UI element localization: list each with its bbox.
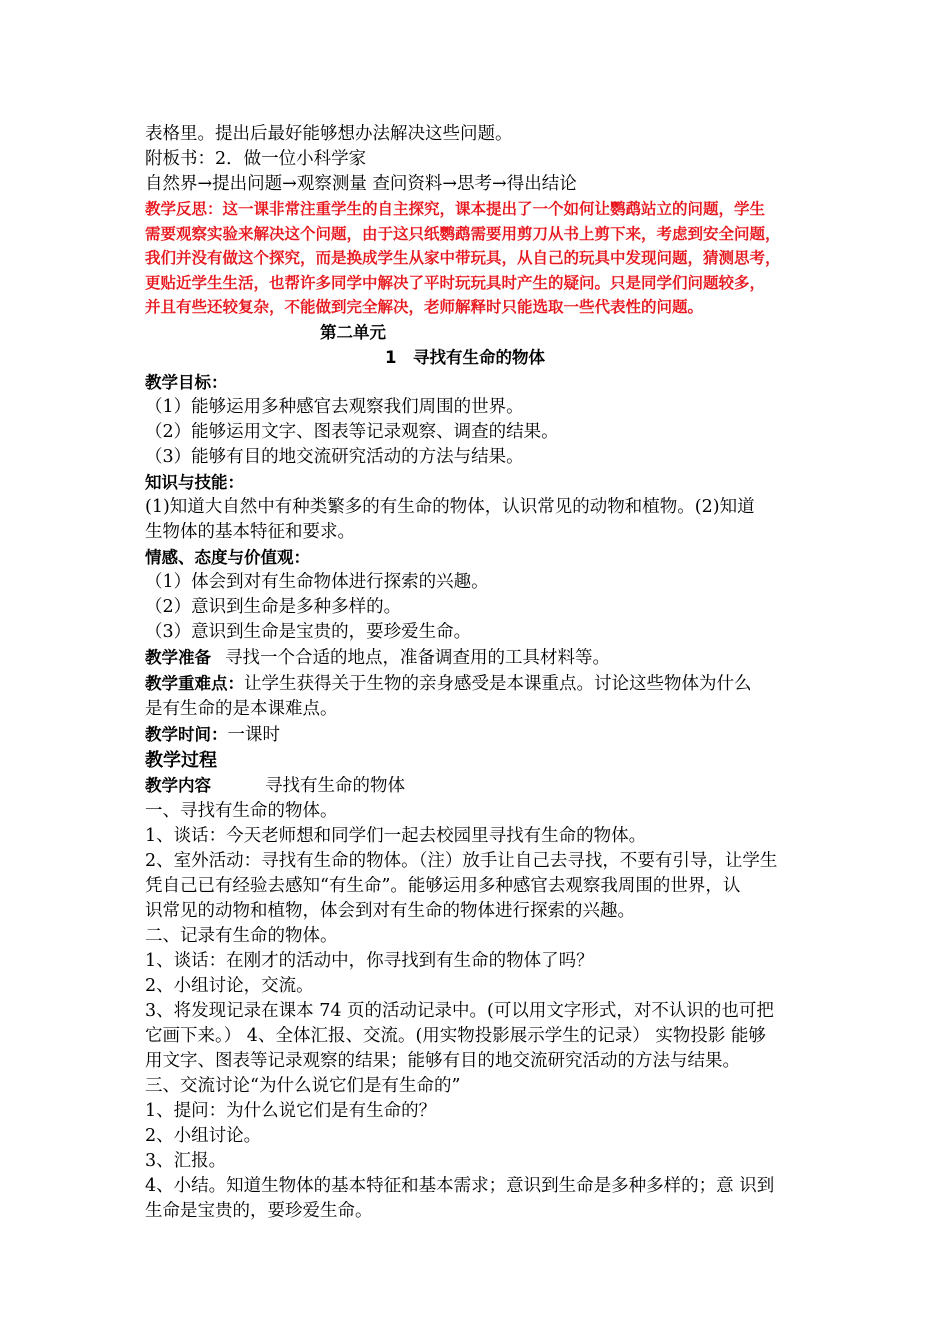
prep-row [145,645,815,671]
reflection-line: 需要观察实验来解决这个问题，由于这只纸鹦鹉需要用剪刀从书上剪下来，考虑到安全问题， [145,223,781,243]
time-text: 一课时 [227,724,280,745]
time-label: 教学时间： [145,724,228,744]
document-body [145,122,815,1224]
unit-title: 第二单元 [320,322,386,342]
prep-text: 寻找一个合适的地点，准备调查用的工具材料等。 [225,647,610,668]
content-label: 教学内容 [145,775,211,795]
goal-item: （1）能够运用多种感官去观察我们周围的世界。 [145,396,524,417]
body-line: 4、小结。知道生物体的基本特征和基本需求；意识到生命是多种多样的；意 识到 [145,1175,775,1196]
body-line: 它画下来。） 4、全体汇报、交流。(用实物投影展示学生的记录） 实物投影 能够 [145,1025,766,1046]
body-line: 二、记录有生命的物体。 [145,925,338,946]
body-line: 生命是宝贵的，要珍爱生命。 [145,1200,373,1221]
goal-item: （2）能够运用文字、图表等记录观察、调查的结果。 [145,421,559,442]
emotion-heading: 情感、态度与价值观： [145,547,310,567]
body-line: 2、室外活动：寻找有生命的物体。（注）放手让自己去寻找，不要有引导，让学生 [145,850,778,871]
body-line: 1、提问：为什么说它们是有生命的？ [145,1100,437,1121]
knowledge-line: 生物体的基本特征和要求。 [145,521,355,542]
lesson-title: 1 寻找有生命的物体 [385,347,545,367]
body-line: 2、小组讨论。 [145,1125,262,1146]
knowledge-heading: 知识与技能： [145,472,244,492]
reflection-line: 我们并没有做这个探究，而是换成学生从家中带玩具，从自己的玩具中发现问题，猜测思考， [145,248,781,267]
board-flow: 自然界→提出问题→观察测量 查问资料→思考→得出结论 [145,174,577,194]
goal-item: （3）能够有目的地交流研究活动的方法与结果。 [145,446,524,467]
content-text: 寻找有生命的物体 [265,775,405,796]
body-line: 3、将发现记录在课本 74 页的活动记录中。(可以用文字形式，对不认识的也可把 [145,1000,774,1021]
body-line: 用文字、图表等记录观察的结果；能够有目的地交流研究活动的方法与结果。 [145,1050,740,1071]
body-line: 识常见的动物和植物，体会到对有生命的物体进行探索的兴趣。 [145,900,635,921]
reflection-line: 并且有些还较复杂，不能做到完全解决，老师解释时只能选取一些代表性的问题。 [145,297,704,316]
difficulty-label: 教学重难点： [145,673,244,693]
content-row [145,773,815,799]
body-line: 1、谈话：在刚才的活动中，你寻找到有生命的物体了吗？ [145,950,594,971]
board-note: 附板书：2．做一位小科学家 [145,149,367,169]
emotion-item: （2）意识到生命是多种多样的。 [145,596,402,617]
emotion-item: （3）意识到生命是宝贵的，要珍爱生命。 [145,621,472,642]
difficulty-text: 让学生获得关于生物的亲身感受是本课重点。讨论这些物体为什么 [244,673,752,694]
body-line: 凭自己已有经验去感知“有生命”。能够运用多种感官去观察我周围的世界，认 [145,875,741,896]
reflection-line: 教学反思：这一课非常注重学生的自主探究，课本提出了一个如何让鹦鹉站立的问题，学生 [145,199,766,218]
difficulty-line: 是有生命的是本课难点。 [145,698,338,719]
emotion-item: （1）体会到对有生命物体进行探索的兴趣。 [145,571,489,592]
body-line: 3、汇报。 [145,1150,227,1171]
difficulty-row [145,671,815,697]
intro-line: 表格里。提出后最好能够想办法解决这些问题。 [145,124,513,144]
teaching-reflection [145,197,815,320]
process-body [145,799,815,1224]
time-row [145,722,815,748]
knowledge-line: (1)知道大自然中有种类繁多的有生命的物体，认识常见的动物和植物。(2)知道 [145,496,755,517]
prep-label: 教学准备 [145,647,211,667]
reflection-line: 更贴近学生生活，也帮许多同学中解决了平时玩玩具时产生的疑问。只是同学们问题较多， [145,272,766,292]
body-line: 三、交流讨论“为什么说它们是有生命的” [145,1075,461,1096]
goals-heading: 教学目标： [145,372,228,392]
body-line: 一、寻找有生命的物体。 [145,800,338,821]
body-line: 2、小组讨论，交流。 [145,975,314,996]
body-line: 1、谈话：今天老师想和同学们一起去校园里寻找有生命的物体。 [145,825,647,846]
process-heading: 教学过程 [145,749,217,771]
